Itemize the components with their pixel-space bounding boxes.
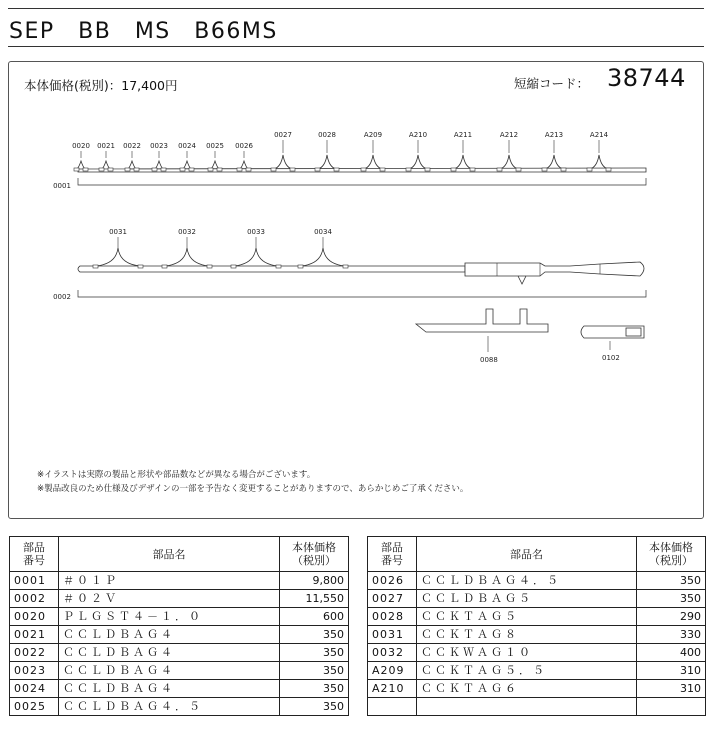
note-illustration: ※イラストは実際の製品と形状や部品数などが異なる場合がございます。 — [37, 470, 316, 480]
part-price: 600 — [280, 608, 349, 626]
page-title: SEP BB MS B66MS — [9, 19, 278, 44]
short-code-label: 短縮コード： — [514, 76, 590, 91]
guide-0032 — [162, 248, 212, 268]
part-number: 0001 — [10, 572, 59, 590]
part-number: 0025 — [10, 698, 59, 716]
guide-0034 — [298, 248, 348, 268]
part-number: 0002 — [10, 590, 59, 608]
guide-label-A211: A211 — [453, 131, 473, 139]
table-row — [368, 590, 706, 608]
guide-label-0022: 0022 — [123, 142, 141, 150]
part-name: ＣＣＫＷＡＧ１０ — [417, 644, 637, 662]
table-row — [368, 608, 706, 626]
part-name: ＣＣＬＤＢＡＧ４．５ — [59, 698, 280, 716]
table-header-row — [10, 537, 349, 572]
table-row — [10, 644, 349, 662]
part-0102-drawing — [581, 326, 644, 362]
table-row — [10, 608, 349, 626]
header-part-no: 部品 番号 — [368, 537, 417, 572]
part-number: 0022 — [10, 644, 59, 662]
part-price: 310 — [637, 680, 706, 698]
tip-section-0001 — [53, 131, 646, 190]
part-0088-drawing — [416, 309, 548, 364]
guide-label-A214: A214 — [589, 131, 609, 139]
part-number: 0027 — [368, 590, 417, 608]
note-spec-change: ※製品改良のため仕様及びデザインの一部を予告なく変更することがありますので、あらかじめご了承ください。 — [37, 484, 469, 494]
part-price: 9,800 — [280, 572, 349, 590]
part-name: ＣＣＫＴＡＧ６ — [417, 680, 637, 698]
guide-label-0020: 0020 — [72, 142, 90, 150]
part-number: 0032 — [368, 644, 417, 662]
header-part-name: 部品名 — [59, 537, 280, 572]
part-price — [637, 698, 706, 716]
table-row — [368, 698, 706, 716]
table-row — [368, 572, 706, 590]
part-name: ＣＣＬＤＢＡＧ４．５ — [417, 572, 637, 590]
table-row — [10, 590, 349, 608]
part-number: 0031 — [368, 626, 417, 644]
guide-label-0032: 0032 — [178, 228, 196, 236]
part-price: 350 — [637, 572, 706, 590]
part-name: ＣＣＫＴＡＧ８ — [417, 626, 637, 644]
guide-label-0021: 0021 — [97, 142, 115, 150]
part-number: 0024 — [10, 680, 59, 698]
section-label-0002: 0002 — [53, 293, 71, 301]
part-price: 350 — [280, 680, 349, 698]
part-price: 350 — [280, 662, 349, 680]
part-name: ＣＣＬＤＢＡＧ４ — [59, 626, 280, 644]
part-price: 11,550 — [280, 590, 349, 608]
guide-label-0034: 0034 — [314, 228, 332, 236]
part-number: 0023 — [10, 662, 59, 680]
part-price: 350 — [280, 644, 349, 662]
part-price: 330 — [637, 626, 706, 644]
guide-label-0028: 0028 — [318, 131, 336, 139]
part-price: 290 — [637, 608, 706, 626]
table-row — [368, 626, 706, 644]
part-0102-label: 0102 — [602, 354, 620, 362]
part-name: ＣＣＫＴＡＧ５ — [417, 608, 637, 626]
part-name: ＃０２Ｖ — [59, 590, 280, 608]
guide-label-A212: A212 — [499, 131, 519, 139]
parts-table-left — [9, 536, 349, 716]
header-price: 本体価格 （税別） — [637, 537, 706, 572]
short-code-value: 38744 — [607, 64, 686, 92]
guide-label-A213: A213 — [544, 131, 564, 139]
part-name: ＣＣＬＤＢＡＧ４ — [59, 644, 280, 662]
part-number: A210 — [368, 680, 417, 698]
part-name: ＰＬＧＳＴ４－１．０ — [59, 608, 280, 626]
part-name: ＣＣＬＤＢＡＧ４ — [59, 680, 280, 698]
section-label-0001: 0001 — [53, 182, 71, 190]
guide-label-0023: 0023 — [150, 142, 168, 150]
part-name: ＃０１Ｐ — [59, 572, 280, 590]
header-price: 本体価格 （税別） — [280, 537, 349, 572]
table-row — [10, 572, 349, 590]
part-name — [417, 698, 637, 716]
part-number: 0020 — [10, 608, 59, 626]
part-number: A209 — [368, 662, 417, 680]
part-number: 0028 — [368, 608, 417, 626]
part-number — [368, 698, 417, 716]
guide-label-0025: 0025 — [206, 142, 224, 150]
table-row — [368, 662, 706, 680]
guide-label-0026: 0026 — [235, 142, 253, 150]
guide-label-0031: 0031 — [109, 228, 127, 236]
table-header-row — [368, 537, 706, 572]
part-price: 350 — [637, 590, 706, 608]
part-name: ＣＣＫＴＡＧ５．５ — [417, 662, 637, 680]
part-price: 350 — [280, 626, 349, 644]
header-part-no: 部品 番号 — [10, 537, 59, 572]
guide-0031 — [93, 248, 143, 268]
table-row — [10, 626, 349, 644]
guide-label-0033: 0033 — [247, 228, 265, 236]
part-price: 350 — [280, 698, 349, 716]
table-row — [10, 698, 349, 716]
guide-label-A210: A210 — [408, 131, 428, 139]
part-name: ＣＣＬＤＢＡＧ４ — [59, 662, 280, 680]
list-price: 本体価格(税別)：17,400円 — [24, 78, 178, 93]
table-row — [368, 680, 706, 698]
parts-table-right — [367, 536, 706, 716]
part-price: 310 — [637, 662, 706, 680]
table-row — [368, 644, 706, 662]
table-row — [10, 680, 349, 698]
part-name: ＣＣＬＤＢＡＧ５ — [417, 590, 637, 608]
header-part-name: 部品名 — [417, 537, 637, 572]
part-number: 0021 — [10, 626, 59, 644]
guide-0033 — [231, 248, 281, 268]
part-0088-label: 0088 — [480, 356, 498, 364]
guide-label-0024: 0024 — [178, 142, 196, 150]
guide-label-A209: A209 — [363, 131, 383, 139]
butt-section-0002 — [53, 228, 646, 301]
part-price: 400 — [637, 644, 706, 662]
part-number: 0026 — [368, 572, 417, 590]
table-row — [10, 662, 349, 680]
guide-label-0027: 0027 — [274, 131, 292, 139]
